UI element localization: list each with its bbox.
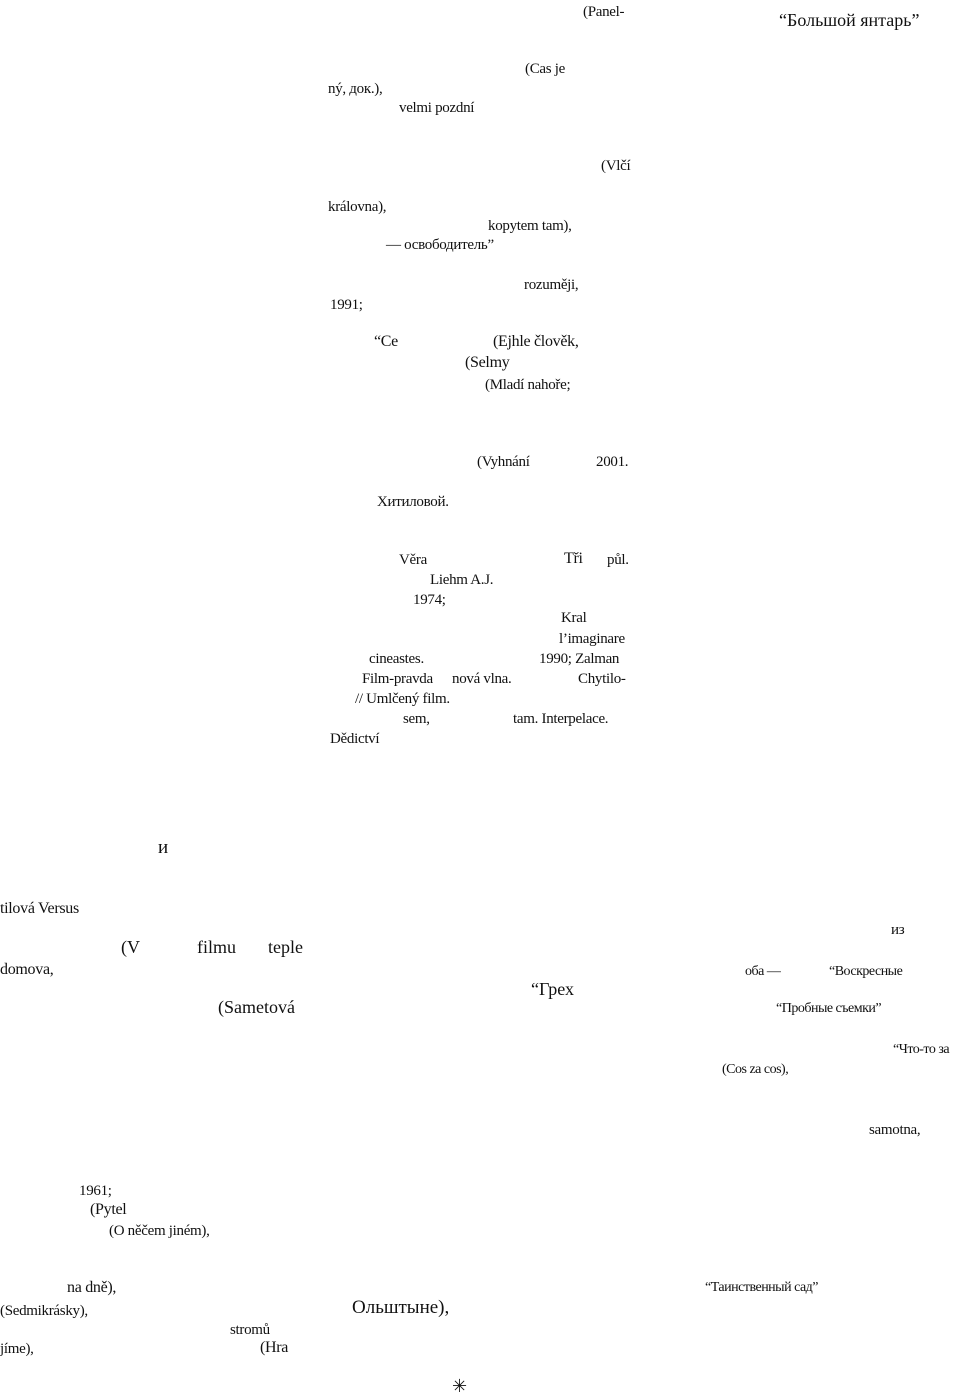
text-fragment: Kral [561, 610, 587, 626]
text-fragment: (Ejhle člověk, [493, 333, 579, 350]
text-fragment: teple [268, 937, 303, 957]
text-fragment: 1991; [330, 297, 363, 313]
asterisk-ornament: ✳ [452, 1376, 468, 1396]
text-fragment: оба — [745, 964, 781, 979]
text-fragment: 1990; Zalman [539, 651, 620, 667]
text-fragment: (Cos za cos), [722, 1062, 789, 1077]
text-fragment: (Sedmikrásky), [0, 1303, 88, 1319]
text-fragment: (Sametová [218, 997, 295, 1017]
text-fragment: (Mladí nahoře; [485, 377, 571, 393]
text-fragment: “Пробные съемки” [776, 1001, 882, 1016]
text-fragment: из [891, 922, 905, 938]
text-fragment: // Umlčený film. [355, 691, 450, 707]
text-fragment: l’imaginare [559, 631, 625, 647]
text-fragment: (V [121, 937, 140, 957]
text-fragment: cineastes. [369, 651, 424, 667]
text-fragment: sem, [403, 711, 430, 727]
text-fragment: (Vyhnání [477, 454, 530, 470]
text-fragment: и [158, 837, 169, 858]
text-fragment: 2001. [596, 454, 629, 470]
text-fragment: “Таинственный сад” [705, 1280, 819, 1295]
text-fragment: “Ce [374, 333, 398, 350]
text-fragment: Věra [399, 552, 427, 568]
text-fragment: jíme), [0, 1341, 34, 1357]
text-fragment: (Panel- [583, 4, 625, 20]
text-fragment: 1961; [79, 1183, 112, 1199]
text-fragment: ný, док.), [328, 81, 383, 97]
text-fragment: filmu [197, 937, 236, 957]
text-fragment: (Cas je [525, 61, 565, 77]
text-fragment: rozuměji, [524, 277, 579, 293]
text-fragment: Tři [564, 550, 583, 567]
text-fragment: na dně), [67, 1279, 117, 1296]
text-fragment: (Pytel [90, 1201, 127, 1218]
text-fragment: nová vlna. [452, 671, 512, 687]
text-fragment: Dědictví [330, 731, 380, 747]
text-fragment: (Selmy [465, 354, 510, 371]
text-fragment: Chytilo- [578, 671, 626, 687]
text-fragment: “Что-то за [893, 1042, 950, 1057]
text-fragment: domova, [0, 961, 54, 978]
text-fragment: stromů [230, 1322, 270, 1338]
text-fragment: kopytem tam), [488, 218, 572, 234]
text-fragment: Film-pravda [362, 671, 433, 687]
text-fragment: — освободитель” [386, 237, 494, 253]
text-fragment: tam. Interpelace. [513, 711, 609, 727]
text-fragment: velmi pozdní [399, 100, 475, 116]
text-fragment: 1974; [413, 592, 446, 608]
text-fragment: Ольштыне), [352, 1297, 450, 1318]
text-fragment: Liehm A.J. [430, 572, 494, 588]
text-fragment: půl. [607, 552, 629, 568]
text-fragment: “Воскресные [829, 964, 903, 979]
text-fragment: “Грех [531, 979, 575, 999]
text-fragment: tilová Versus [0, 900, 79, 917]
text-fragment: Хитиловой. [377, 494, 449, 510]
text-fragment: “Большой янтарь” [779, 10, 920, 30]
text-fragment: královna), [328, 199, 387, 215]
text-fragment: samotna, [869, 1122, 921, 1138]
text-fragment: (Hra [260, 1339, 289, 1356]
text-fragment: (O něčem jiném), [109, 1223, 210, 1239]
text-fragment: (Vlčí [601, 158, 631, 174]
